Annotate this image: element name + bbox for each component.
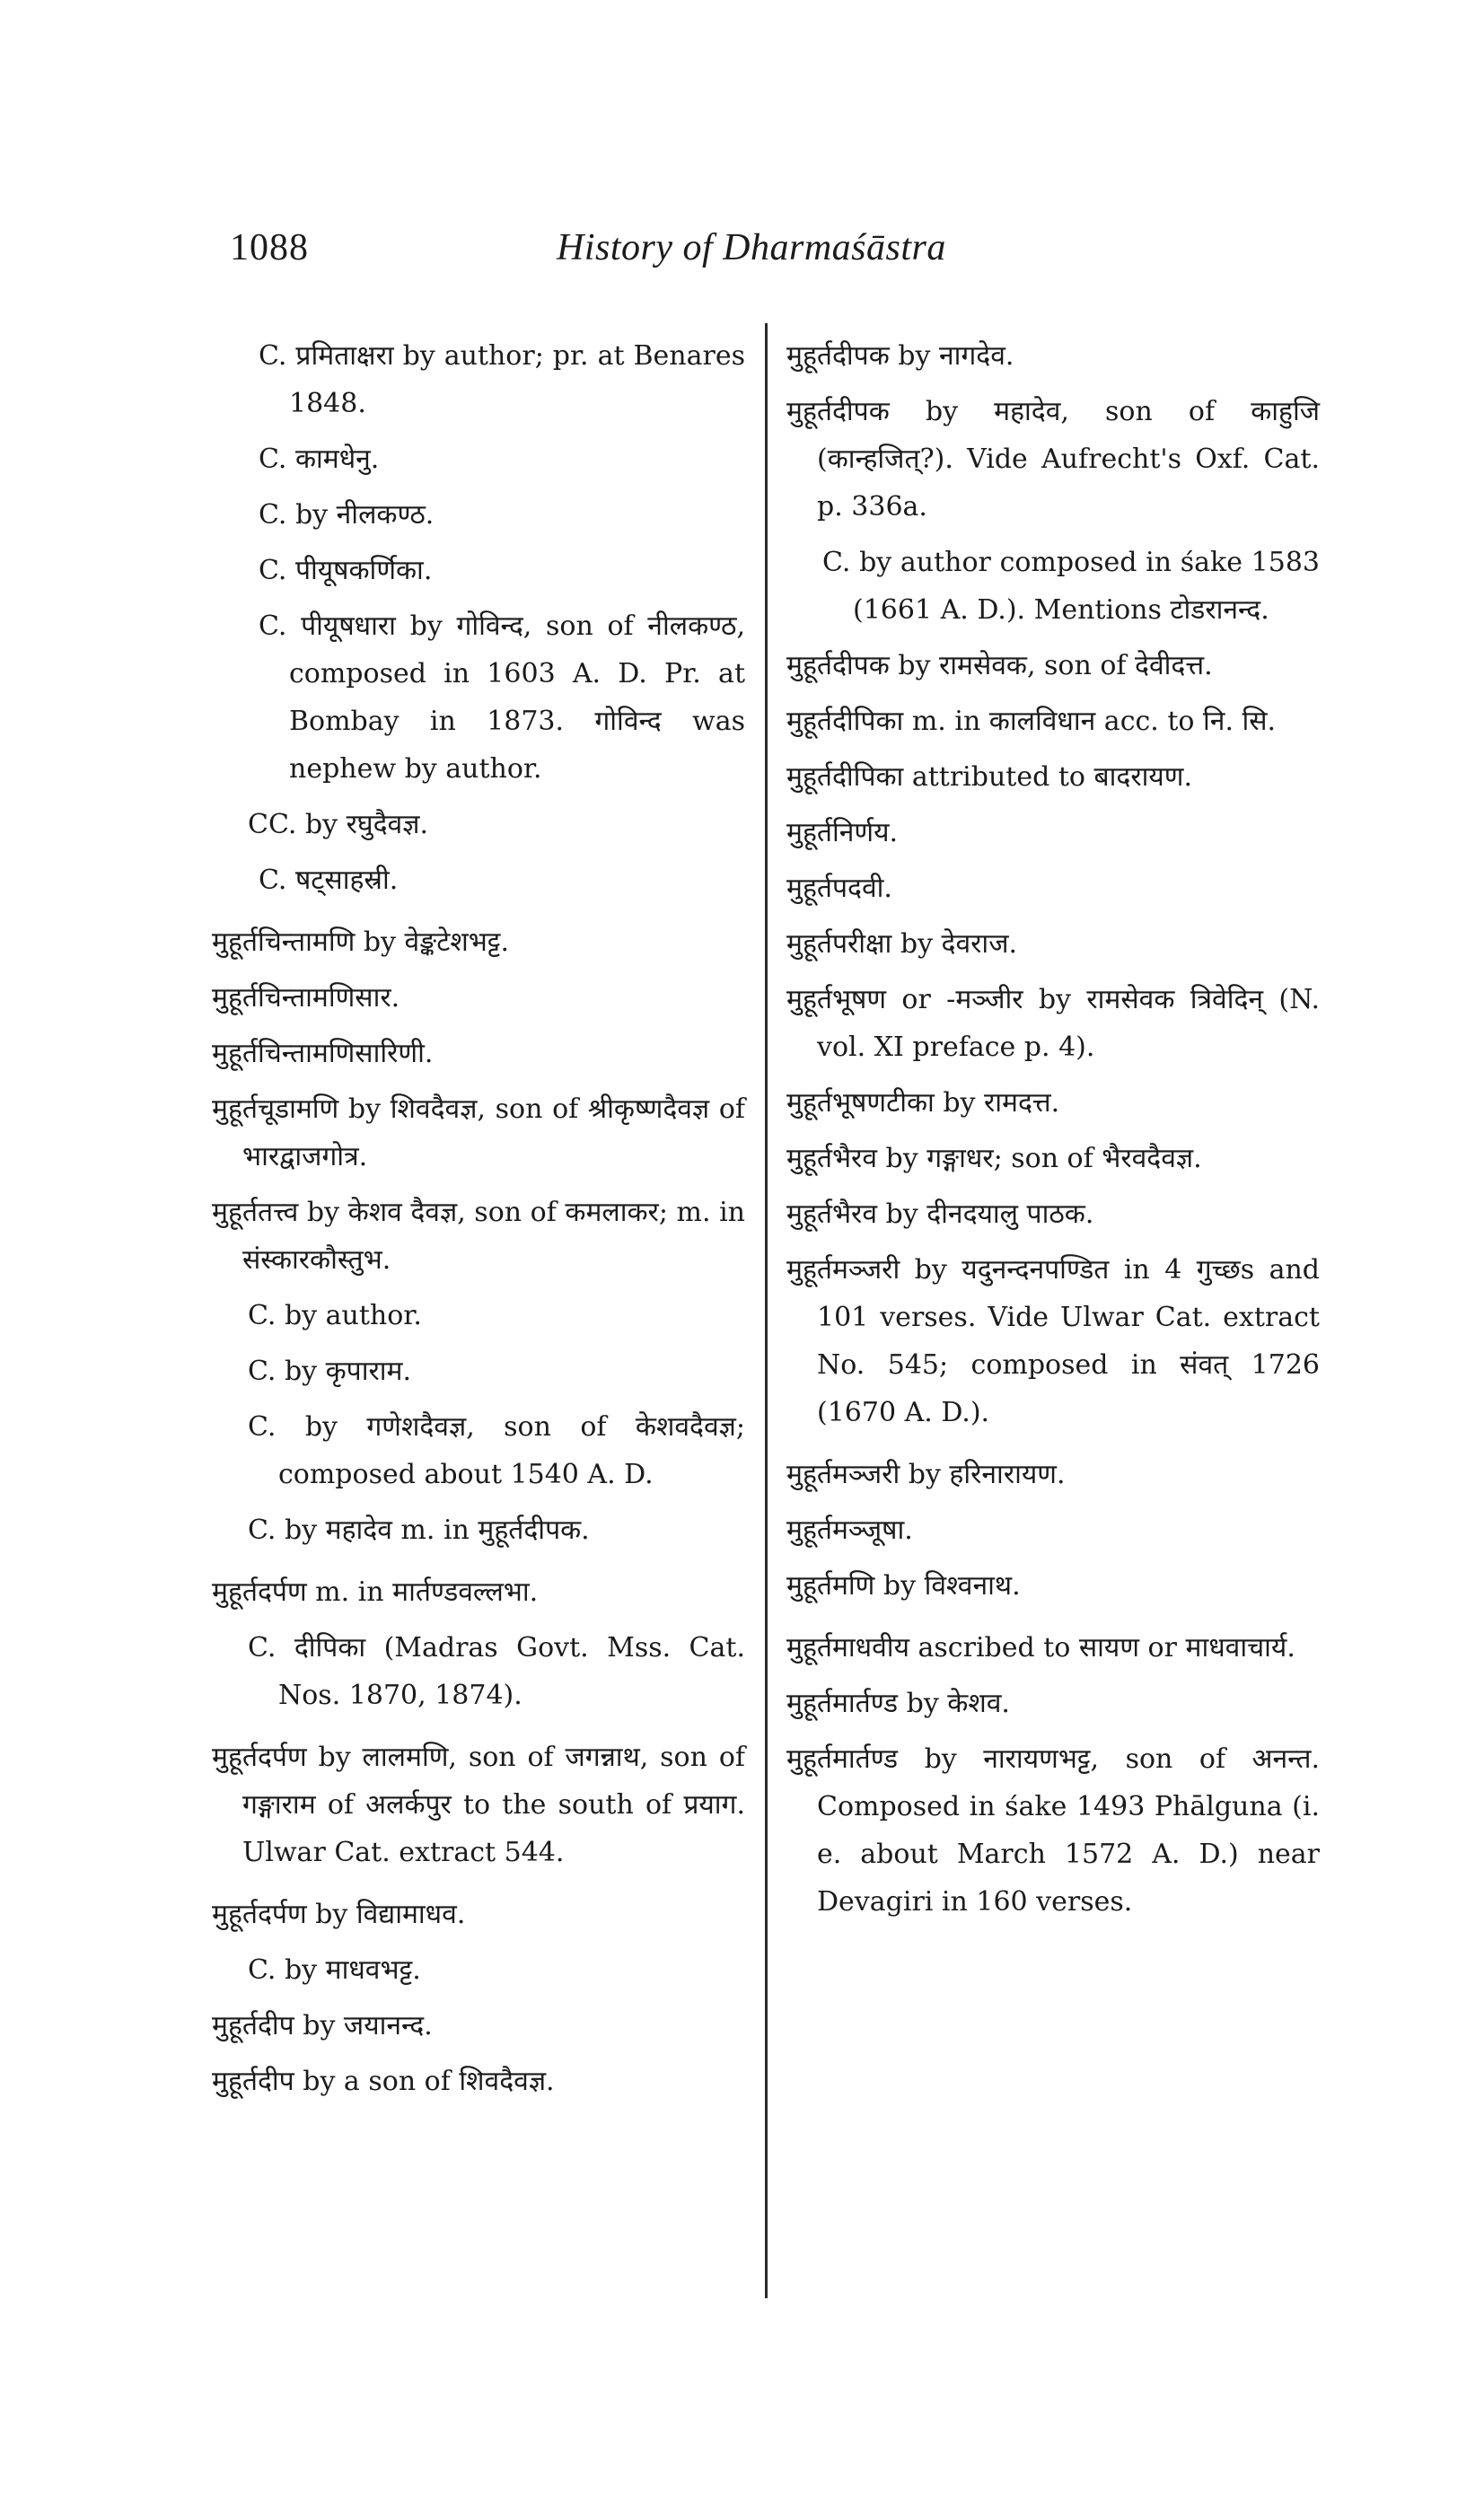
list-item: मुहूर्तभैरव by दीनदयालु पाठक. bbox=[786, 1198, 1094, 1230]
list-item: मुहूर्तदर्पण by लालमणि, son of जगन्नाथ, son of गङ्गाराम of अलर्कपुर to the south of प्रयाग. Ulwar Cat. extract 544. bbox=[212, 1742, 745, 1868]
left-column bbox=[212, 332, 745, 2113]
list-item: C. by author composed in śake 1583 (1661 A. D.). Mentions टोडरानन्द. bbox=[822, 547, 1320, 626]
list-item: मुहूर्तभूषणटीका by रामदत्त. bbox=[786, 1087, 1060, 1119]
list-item: मुहूर्तदीपिका attributed to बादरायण. bbox=[786, 761, 1192, 793]
list-item: मुहूर्तमार्तण्ड by केशव. bbox=[786, 1688, 1010, 1719]
list-item: C. by author. bbox=[248, 1300, 422, 1331]
list-item: मुहूर्तभैरव by गङ्गाधर; son of भैरवदैवज्ञ. bbox=[786, 1143, 1202, 1174]
list-item: मुहूर्तदीप by a son of शिवदैवज्ञ. bbox=[212, 2066, 555, 2097]
list-item: मुहूर्तचूडामणि by शिवदैवज्ञ, son of श्रीकृष्णदैवज्ञ of भारद्वाजगोत्र. bbox=[212, 1093, 745, 1172]
column-divider bbox=[765, 323, 768, 2298]
list-item: मुहूर्तमार्तण्ड by नारायणभट्ट, son of अनन्त. Composed in śake 1493 Phālguna (i. e. about March 1572 A. D.) near Devagiri in 160 verses. bbox=[786, 1743, 1320, 1918]
list-item: मुहूर्तमणि by विश्वनाथ. bbox=[786, 1570, 1021, 1602]
list-item: मुहूर्तदीपिका m. in कालविधान acc. to नि. सि. bbox=[786, 706, 1277, 737]
list-item: मुहूर्तचिन्तामणिसारिणी. bbox=[212, 1038, 434, 1069]
list-item: मुहूर्तमञ्जरी by हरिनारायण. bbox=[786, 1459, 1066, 1490]
list-item: C. by नीलकण्ठ. bbox=[259, 499, 435, 531]
list-item: मुहूर्तपदवी. bbox=[786, 873, 892, 904]
list-item: मुहूर्तदीपक by नागदेव. bbox=[786, 340, 1014, 372]
running-title: History of Dharmaśāstra bbox=[557, 227, 946, 268]
list-item: C. by कृपाराम. bbox=[248, 1356, 412, 1387]
list-item: मुहूर्तचिन्तामणिसार. bbox=[212, 982, 400, 1014]
list-item: मुहूर्तचिन्तामणि by वेङ्कटेशभट्ट. bbox=[212, 926, 510, 958]
list-item: C. by माधवभट्ट. bbox=[248, 1954, 421, 1986]
page-number: 1088 bbox=[230, 227, 309, 268]
list-item: मुहूर्ततत्त्व by केशव दैवज्ञ, son of कमलाकर; m. in संस्कारकौस्तुभ. bbox=[212, 1197, 745, 1276]
list-item: C. पीयूषधारा by गोविन्द, son of नीलकण्ठ, composed in 1603 A. D. Pr. at Bombay in 1873. गोविन्द was nephew by author. bbox=[259, 610, 745, 785]
list-item: C. प्रमिताक्षरा by author; pr. at Benares 1848. bbox=[259, 340, 745, 419]
list-item: C. दीपिका (Madras Govt. Mss. Cat. Nos. 1870, 1874). bbox=[248, 1632, 745, 1711]
list-item: CC. by रघुदैवज्ञ. bbox=[248, 809, 428, 840]
list-item: मुहूर्तमञ्जरी by यदुनन्दनपण्डित in 4 गुच्छs and 101 verses. Vide Ulwar Cat. extract No. 545; composed in संवत् 1726 (1670 A. D.). bbox=[786, 1254, 1320, 1428]
list-item: मुहूर्तदीप by जयानन्द. bbox=[212, 2010, 433, 2041]
list-item: मुहूर्तमञ्जूषा. bbox=[786, 1514, 913, 1546]
list-item: मुहूर्तपरीक्षा by देवराज. bbox=[786, 928, 1018, 960]
list-item: मुहूर्तदर्पण by विद्यामाधव. bbox=[212, 1899, 466, 1930]
list-item: मुहूर्तमाधवीय ascribed to सायण or माधवाचार्य. bbox=[786, 1632, 1295, 1664]
right-column bbox=[786, 332, 1320, 1934]
list-item: मुहूर्तभूषण or -मञ्जीर by रामसेवक त्रिवेदिन् (N. vol. XI preface p. 4). bbox=[786, 984, 1320, 1063]
list-item: C. पीयूषकर्णिका. bbox=[259, 555, 433, 586]
list-item: मुहूर्तदीपक by रामसेवक, son of देवीदत्त. bbox=[786, 650, 1213, 681]
list-item: मुहूर्तदर्पण m. in मार्तण्डवल्लभा. bbox=[212, 1576, 539, 1608]
list-item: C. by महादेव m. in मुहूर्तदीपक. bbox=[248, 1514, 590, 1546]
list-item: C. कामधेनु. bbox=[259, 443, 380, 475]
list-item: मुहूर्तनिर्णय. bbox=[786, 817, 899, 848]
list-item: C. षट्साहस्री. bbox=[259, 865, 399, 896]
list-item: C. by गणेशदैवज्ञ, son of केशवदैवज्ञ; composed about 1540 A. D. bbox=[248, 1411, 745, 1490]
list-item: मुहूर्तदीपक by महादेव, son of काहुजि (कान्हजित्?). Vide Aufrecht's Oxf. Cat. p. 336a. bbox=[786, 396, 1320, 522]
